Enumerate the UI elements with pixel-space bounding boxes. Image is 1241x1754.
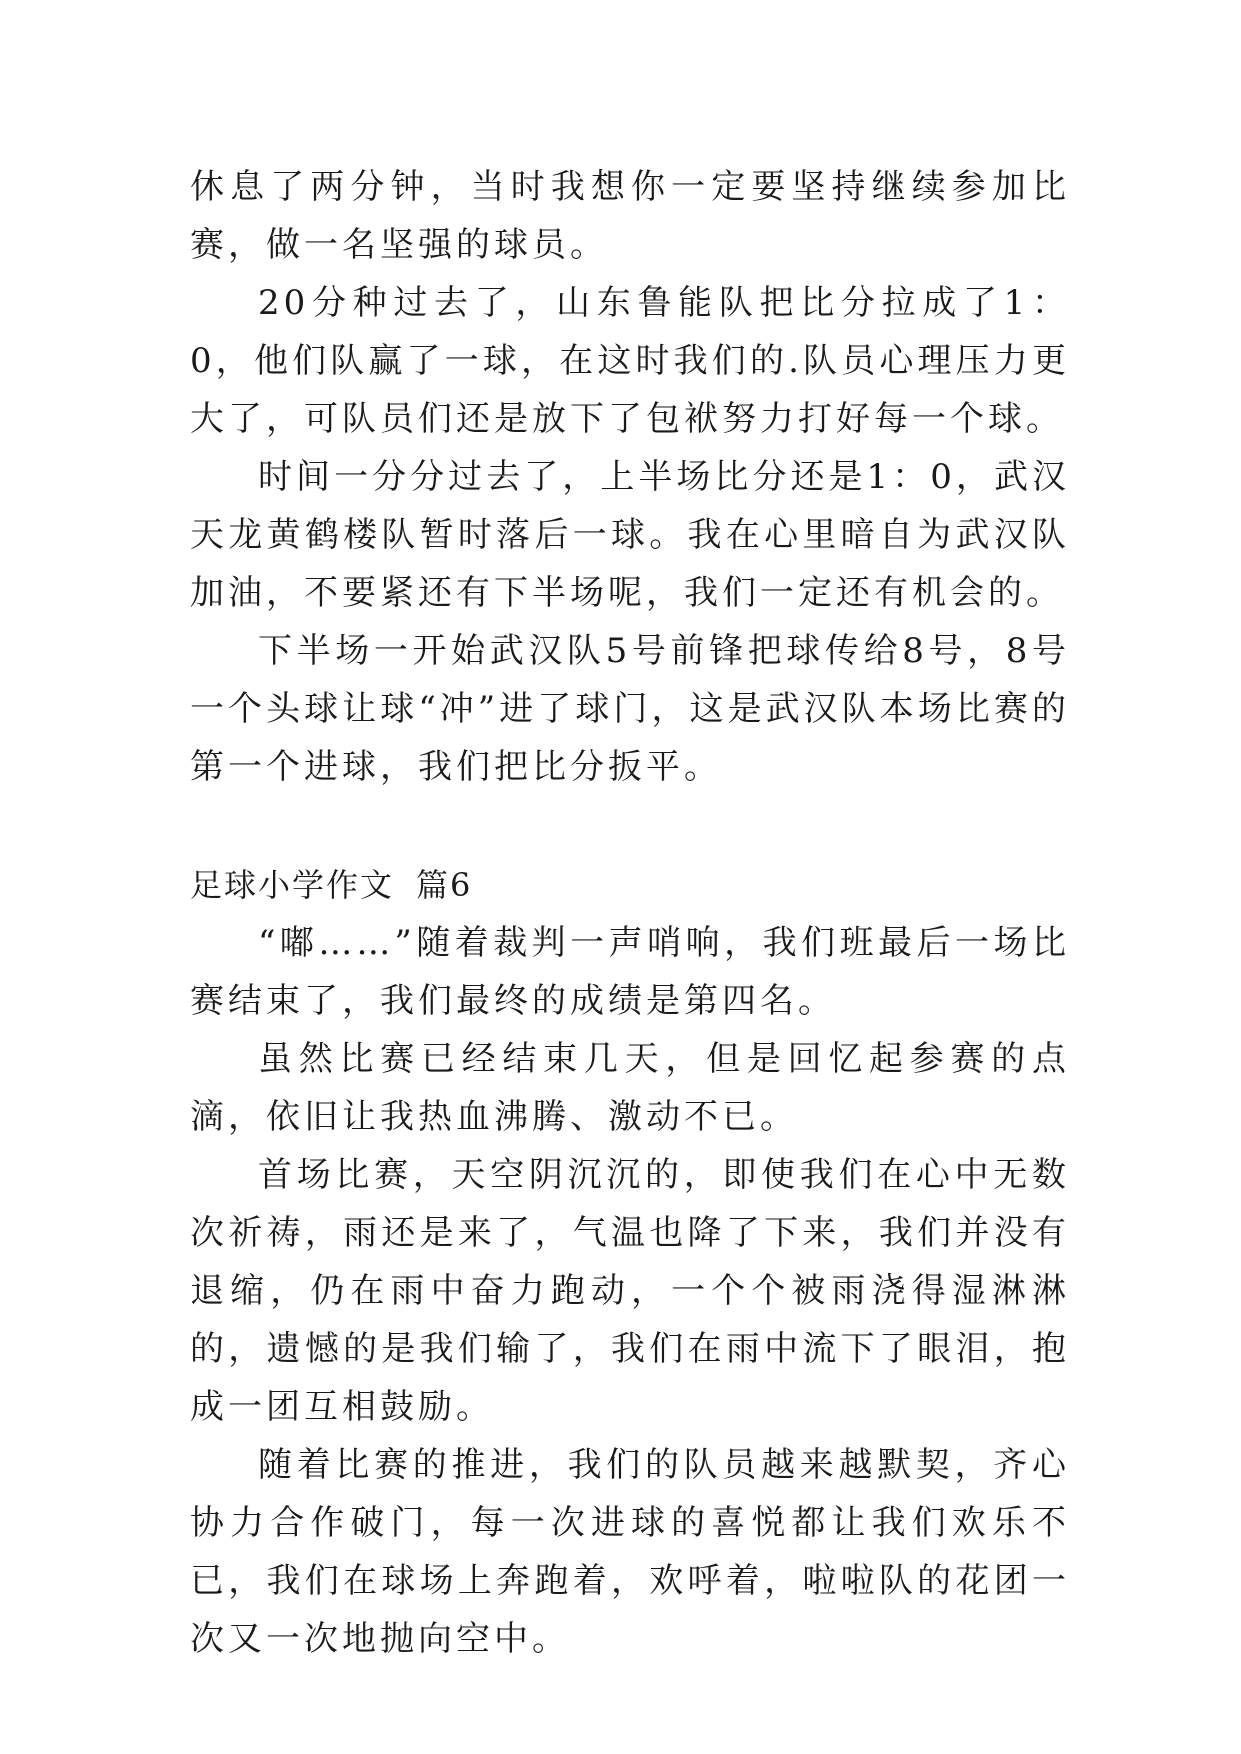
paragraph-memory: 虽然比赛已经结束几天，但是回忆起参赛的点滴，依旧让我热血沸腾、激动不已。 [190,1039,1070,1137]
paragraph-first-match: 首场比赛，天空阴沉沉的，即使我们在心中无数次祈祷，雨还是来了，气温也降了下来，我们并没有退缩，仍在雨中奋力跑动，一个个被雨浇得湿淋淋的，遗憾的是我们输了，我们在雨中流下了眼泪，抱成一团互相鼓励。 [190,1155,1070,1427]
paragraph-whistle: “嘟……”随着裁判一声哨响，我们班最后一场比赛结束了，我们最终的成绩是第四名。 [190,923,1070,1021]
paragraph-first-half: 时间一分分过去了，上半场比分还是1：0，武汉天龙黄鹤楼队暂时落后一球。我在心里暗自为武汉队加油，不要紧还有下半场呢，我们一定还有机会的。 [190,457,1070,613]
paragraph-continuation: 休息了两分钟，当时我想你一定要坚持继续参加比赛，做一名坚强的球员。 [190,167,1070,265]
section-number: 篇6 [416,866,473,904]
section-title: 足球小学作文 [190,866,395,904]
section-heading [190,856,1070,914]
paragraph-teamwork: 随着比赛的推进，我们的队员越来越默契，齐心协力合作破门，每一次进球的喜悦都让我们欢乐不已，我们在球场上奔跑着，欢呼着，啦啦队的花团一次又一次地抛向空中。 [190,1445,1070,1659]
document-page [190,158,1070,1668]
paragraph-equalizer: 下半场一开始武汉队5号前锋把球传给8号，8号一个头球让球“冲”进了球门，这是武汉队本场比赛的第一个进球，我们把比分扳平。 [190,631,1070,787]
paragraph-score-1-0: 20分种过去了，山东鲁能队把比分拉成了1：0，他们队赢了一球，在这时我们的.队员心理压力更大了，可队员们还是放下了包袱努力打好每一个球。 [190,283,1070,439]
